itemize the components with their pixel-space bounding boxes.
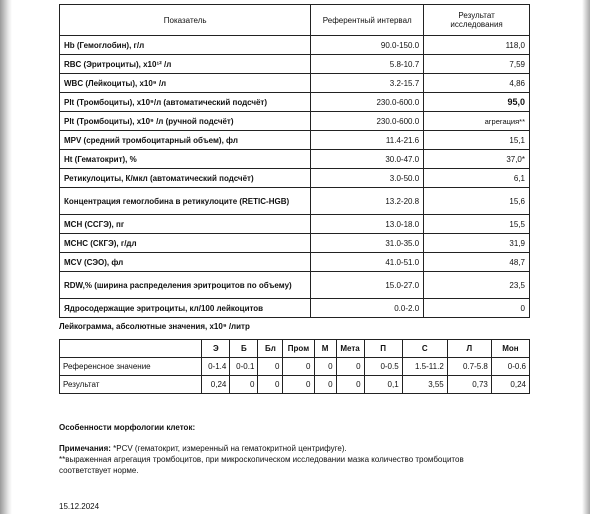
leukogram-result-value: 0 (283, 376, 314, 394)
row-name: RDW,% (ширина распределения эритроцитов по объему) (60, 272, 311, 299)
row-result: агрегация** (424, 112, 530, 131)
row-result: 23,5 (424, 272, 530, 299)
table-row (60, 215, 530, 234)
row-name: WBC (Лейкоциты), x10⁹ /л (60, 74, 311, 93)
table-row (60, 150, 530, 169)
row-result: 37,0* (424, 150, 530, 169)
row-result: 15,5 (424, 215, 530, 234)
row-name: MCV (СЭО), фл (60, 253, 311, 272)
row-ref: 3.0-50.0 (311, 169, 424, 188)
leukogram-ref-label: Референсное значение (60, 358, 202, 376)
leukogram-col-header: Л (447, 340, 491, 358)
leukogram-ref-value: 0-0.1 (230, 358, 258, 376)
row-result: 0 (424, 299, 530, 318)
row-name: MPV (средний тромбоцитарный объем), фл (60, 131, 311, 150)
leukogram-result-value: 0 (258, 376, 283, 394)
row-ref: 15.0-27.0 (311, 272, 424, 299)
table-row (60, 253, 530, 272)
row-result: 15,6 (424, 188, 530, 215)
row-ref: 30.0-47.0 (311, 150, 424, 169)
leukogram-ref-value: 0.7-5.8 (447, 358, 491, 376)
table-row (60, 234, 530, 253)
results-table-header (60, 5, 530, 36)
row-result: 4,86 (424, 74, 530, 93)
leukogram-col-header: Мон (491, 340, 529, 358)
leukogram-ref-value: 0 (258, 358, 283, 376)
notes-text-1: *PCV (гематокрит, измеренный на гематокритной центрифуге). (113, 444, 347, 453)
leukogram-col-header: С (402, 340, 447, 358)
leukogram-ref-value: 0-1.4 (202, 358, 230, 376)
row-ref: 3.2-15.7 (311, 74, 424, 93)
row-result: 15,1 (424, 131, 530, 150)
leukogram-result-label: Результат (60, 376, 202, 394)
leukogram-result-value: 3,55 (402, 376, 447, 394)
report-date: 15.12.2024 (59, 502, 100, 511)
header-name: Показатель (60, 5, 311, 36)
table-row (60, 74, 530, 93)
row-ref: 230.0-600.0 (311, 112, 424, 131)
leukogram-col-header: Бл (258, 340, 283, 358)
row-ref: 90.0-150.0 (311, 36, 424, 55)
table-row (60, 299, 530, 318)
notes-block (59, 443, 539, 476)
row-ref: 13.2-20.8 (311, 188, 424, 215)
leukogram-result-value: 0 (314, 376, 336, 394)
row-ref: 13.0-18.0 (311, 215, 424, 234)
leukogram-table (59, 339, 530, 394)
header-result-line1: Результат (458, 11, 495, 20)
leukogram-result-row (60, 376, 530, 394)
leukogram-result-value: 0 (230, 376, 258, 394)
page-shadow-right (582, 0, 590, 514)
header-result-line2: исследования (450, 20, 503, 29)
table-row (60, 55, 530, 74)
page-shadow-left (0, 0, 12, 514)
table-row (60, 112, 530, 131)
row-name: Hb (Гемоглобин), г/л (60, 36, 311, 55)
table-row (60, 131, 530, 150)
row-ref: 230.0-600.0 (311, 93, 424, 112)
notes-text-2: **выраженная агрегация тромбоцитов, при микроскопическом исследовании мазка количество тромбоцитов (59, 455, 464, 464)
table-row (60, 169, 530, 188)
table-row (60, 93, 530, 112)
leukogram-col-header: Пром (283, 340, 314, 358)
notes-label: Примечания: (59, 444, 111, 453)
header-result (424, 5, 530, 36)
leukogram-col-header: П (364, 340, 402, 358)
leukogram-col-header: Э (202, 340, 230, 358)
row-ref: 41.0-51.0 (311, 253, 424, 272)
row-result: 48,7 (424, 253, 530, 272)
leukogram-ref-value: 1.5-11.2 (402, 358, 447, 376)
leukogram-ref-value: 0-0.6 (491, 358, 529, 376)
leukogram-ref-row (60, 358, 530, 376)
row-result: 95,0 (424, 93, 530, 112)
leukogram-corner (60, 340, 202, 358)
leukogram-col-header: М (314, 340, 336, 358)
row-ref: 11.4-21.6 (311, 131, 424, 150)
row-name: МСН (ССГЭ), пг (60, 215, 311, 234)
table-row (60, 36, 530, 55)
header-ref: Референтный интервал (311, 5, 424, 36)
row-ref: 31.0-35.0 (311, 234, 424, 253)
notes-text-3: соответствует норме. (59, 466, 139, 475)
leukogram-result-value: 0,73 (447, 376, 491, 394)
table-row (60, 188, 530, 215)
row-name: Концентрация гемоглобина в ретикулоците (RETIC-HGB) (60, 188, 311, 215)
table-row (60, 272, 530, 299)
row-name: Ретикулоциты, К/мкл (автоматический подсчёт) (60, 169, 311, 188)
morphology-title: Особенности морфологии клеток: (59, 423, 196, 432)
row-result: 7,59 (424, 55, 530, 74)
row-name: Ядросодержащие эритроциты, кл/100 лейкоцитов (60, 299, 311, 318)
row-ref: 5.8-10.7 (311, 55, 424, 74)
leukogram-col-header: Мета (336, 340, 364, 358)
row-name: Ht (Гематокрит), % (60, 150, 311, 169)
row-ref: 0.0-2.0 (311, 299, 424, 318)
row-result: 31,9 (424, 234, 530, 253)
leukogram-ref-value: 0 (314, 358, 336, 376)
results-table (59, 4, 530, 318)
row-name: RBC (Эритроциты), x10¹² /л (60, 55, 311, 74)
row-result: 118,0 (424, 36, 530, 55)
leukogram-col-header: Б (230, 340, 258, 358)
leukogram-result-value: 0,24 (202, 376, 230, 394)
leukogram-ref-value: 0 (336, 358, 364, 376)
row-name: Plt (Тромбоциты), x10⁹/л (автоматический подсчёт) (60, 93, 311, 112)
leukogram-result-value: 0 (336, 376, 364, 394)
notes-line-1 (59, 443, 539, 454)
leukogram-result-value: 0,24 (491, 376, 529, 394)
leukogram-result-value: 0,1 (364, 376, 402, 394)
row-name: Plt (Тромбоциты), x10⁹ /л (ручной подсчёт) (60, 112, 311, 131)
leukogram-ref-value: 0 (283, 358, 314, 376)
leukogram-header-row (60, 340, 530, 358)
leukogram-title: Лейкограмма, абсолютные значения, x10⁹ /литр (59, 322, 250, 331)
row-name: МСНС (СКГЭ), г/дл (60, 234, 311, 253)
row-result: 6,1 (424, 169, 530, 188)
leukogram-ref-value: 0-0.5 (364, 358, 402, 376)
